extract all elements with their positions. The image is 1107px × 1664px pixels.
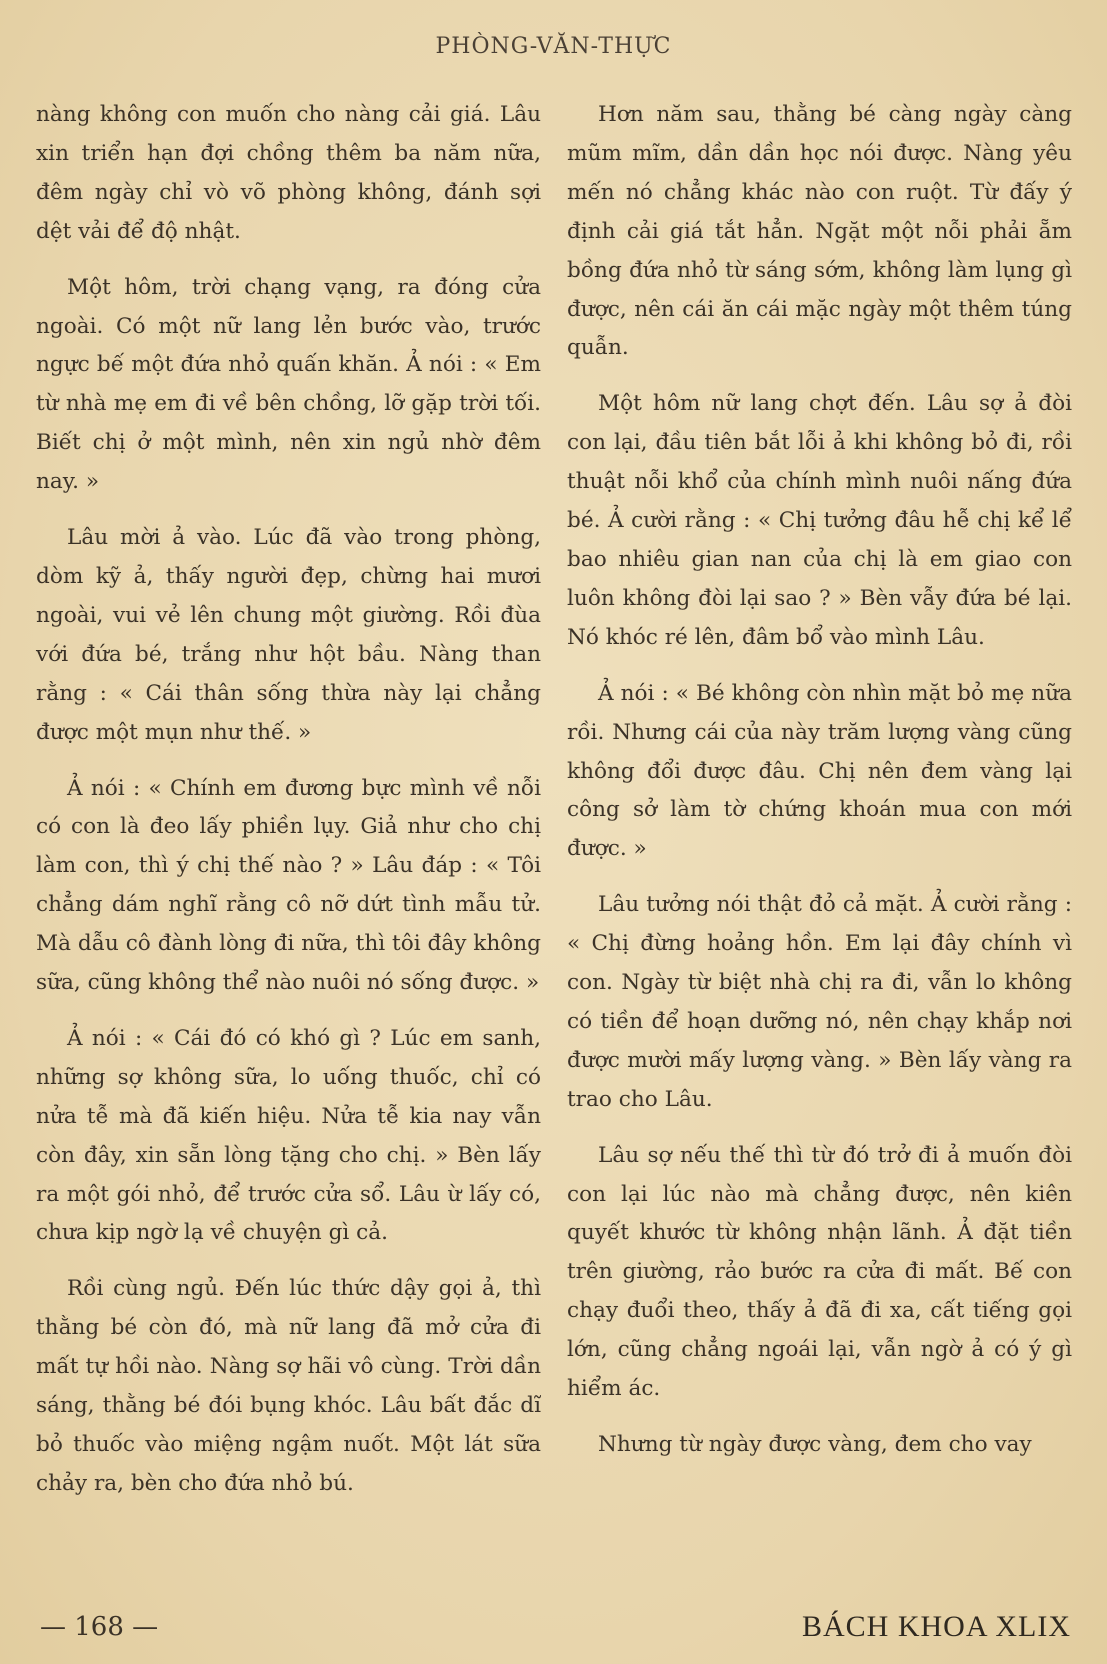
right-column <box>567 96 1072 1482</box>
paragraph: Ả nói : « Cái đó có khó gì ? Lúc em sanh, những sợ không sữa, lo uống thuốc, chỉ có nửa tễ mà đã kiến hiệu. Nửa tễ kia nay vẫn còn đây, xin sẵn lòng tặng cho chị. » Bèn lấy ra một gói nhỏ, để trước cửa sổ. Lâu ừ lấy có, chưa kịp ngờ lạ về chuyện gì cả. <box>36 1025 541 1246</box>
paragraph: Một hôm nữ lang chợt đến. Lâu sợ ả đòi con lại, đầu tiên bắt lỗi ả khi không bỏ đi, rồi thuật nỗi khổ của chính mình nuôi nấng đứa bé. Ả cười rằng : « Chị tưởng đâu hễ chị kể lể bao nhiêu gian nan của chị là em giao con luôn không đòi lại sao ? » Bèn vẫy đứa bé lại. Nó khóc ré lên, đâm bổ vào mình Lâu. <box>567 391 1072 650</box>
paragraph: nàng không con muốn cho nàng cải giá. Lâu xin triển hạn đợi chồng thêm ba năm nữa, đêm ngày chỉ vò võ phòng không, đánh sợi dệt vải để độ nhật. <box>36 102 541 244</box>
left-column <box>36 96 541 1521</box>
paragraph: Hơn năm sau, thằng bé càng ngày càng mũm mĩm, dần dần học nói được. Nàng yêu mến nó chẳng khác nào con ruột. Từ đấy ý định cải giá tắt hẳn. Ngặt một nỗi phải ẵm bồng đứa nhỏ từ sáng sớm, không làm lụng gì được, nên cái ăn cái mặc ngày một thêm túng quẫn. <box>567 102 1072 361</box>
magazine-issue: BÁCH KHOA XLIX <box>802 1610 1071 1643</box>
paragraph: Nhưng từ ngày được vàng, đem cho vay <box>598 1432 1032 1457</box>
paragraph: Lâu tưởng nói thật đỏ cả mặt. Ả cười rằng : « Chị đừng hoảng hồn. Em lại đây chính vì con. Ngày từ biệt nhà chị ra đi, vẫn lo không có tiền để hoạn dưỡng nó, nên chạy khắp nơi được mười mấy lượng vàng. » Bèn lấy vàng ra trao cho Lâu. <box>567 892 1072 1112</box>
paragraph: Ả nói : « Chính em đương bực mình về nỗi có con là đeo lấy phiền lụy. Giả như cho chị làm con, thì ý chị thế nào ? » Lâu đáp : « Tôi chẳng dám nghĩ rằng cô nỡ dứt tình mẫu tử. Mà dẫu cô đành lòng đi nữa, thì tôi đây không sữa, cũng không thể nào nuôi nó sống được. » <box>36 775 541 996</box>
page-number: — 168 — <box>40 1612 159 1642</box>
paragraph: Ả nói : « Bé không còn nhìn mặt bỏ mẹ nữa rồi. Nhưng cái của này trăm lượng vàng cũng không đổi được đâu. Chị nên đem vàng lại công sở làm tờ chứng khoán mua con mới được. » <box>567 680 1072 862</box>
paragraph: Rồi cùng ngủ. Đến lúc thức dậy gọi ả, thì thằng bé còn đó, mà nữ lang đã mở cửa đi mất tự hồi nào. Nàng sợ hãi vô cùng. Trời dần sáng, thằng bé đói bụng khóc. Lâu bất đắc dĩ bỏ thuốc vào miệng ngậm nuốt. Một lát sữa chảy ra, bèn cho đứa nhỏ bú. <box>36 1276 541 1496</box>
running-header: PHÒNG-VĂN-THỰC <box>435 34 672 59</box>
paragraph: Lâu mời ả vào. Lúc đã vào trong phòng, dòm kỹ ả, thấy người đẹp, chừng hai mươi ngoài, vui vẻ lên chung một giường. Rồi đùa với đứa bé, trắng như hột bầu. Nàng than rằng : « Cái thân sống thừa này lại chẳng được một mụn như thế. » <box>36 525 541 745</box>
paragraph: Lâu sợ nếu thế thì từ đó trở đi ả muốn đòi con lại lúc nào mà chẳng được, nên kiên quyết khước từ không nhận lãnh. Ả đặt tiền trên giường, rảo bước ra cửa đi mất. Bế con chạy đuổi theo, thấy ả đã đi xa, cất tiếng gọi lớn, cũng chẳng ngoái lại, vẫn ngờ ả có ý gì hiểm ác. <box>567 1142 1072 1402</box>
paragraph: Một hôm, trời chạng vạng, ra đóng cửa ngoài. Có một nữ lang lẻn bước vào, trước ngực bế một đứa nhỏ quấn khăn. Ả nói : « Em từ nhà mẹ em đi về bên chồng, lỡ gặp trời tối. Biết chị ở một mình, nên xin ngủ nhờ đêm nay. » <box>36 274 541 495</box>
